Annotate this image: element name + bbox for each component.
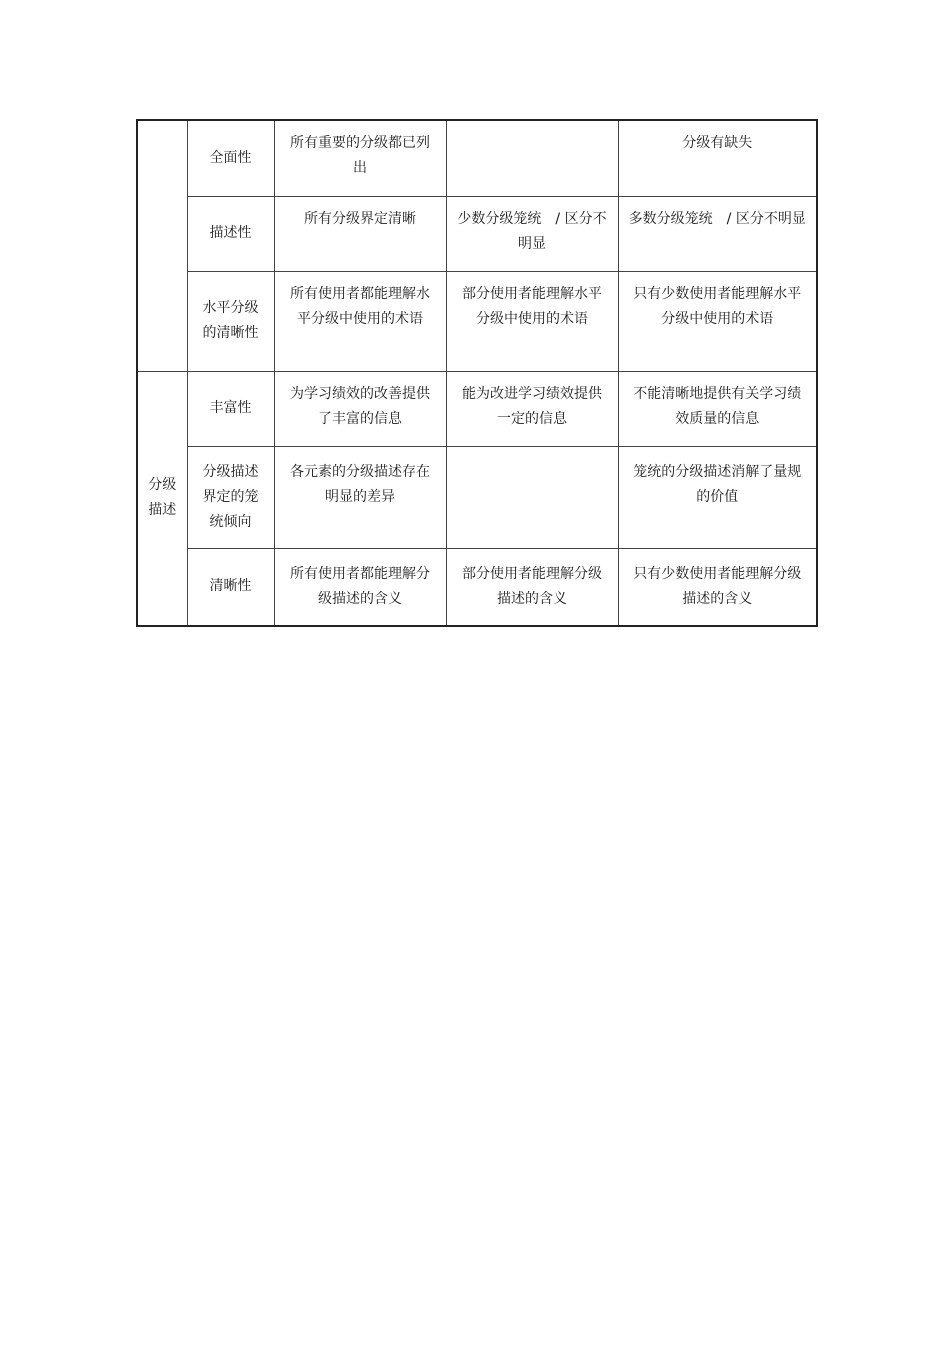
level-3-cell: 分级有缺失 — [618, 120, 817, 196]
level-2-cell: 能为改进学习绩效提供一定的信息 — [446, 371, 618, 446]
level-2-cell: 少数分级笼统 / 区分不明显 — [446, 196, 618, 271]
criterion-label: 全面性 — [187, 120, 274, 196]
level-3-cell: 笼统的分级描述消解了量规的价值 — [618, 446, 817, 548]
criterion-label: 水平分级的清晰性 — [187, 271, 274, 371]
table-row — [137, 548, 817, 626]
criterion-label: 描述性 — [187, 196, 274, 271]
table-row — [137, 196, 817, 271]
criterion-label: 分级描述界定的笼统倾向 — [187, 446, 274, 548]
criterion-label: 清晰性 — [187, 548, 274, 626]
level-2-cell — [446, 120, 618, 196]
criterion-label: 丰富性 — [187, 371, 274, 446]
level-2-cell: 部分使用者能理解水平分级中使用的术语 — [446, 271, 618, 371]
level-2-cell: 部分使用者能理解分级描述的含义 — [446, 548, 618, 626]
level-2-cell — [446, 446, 618, 548]
table-row — [137, 371, 817, 446]
level-1-cell: 所有重要的分级都已列出 — [274, 120, 446, 196]
level-1-cell: 各元素的分级描述存在明显的差异 — [274, 446, 446, 548]
level-3-cell: 多数分级笼统 / 区分不明显 — [618, 196, 817, 271]
level-1-cell: 为学习绩效的改善提供了丰富的信息 — [274, 371, 446, 446]
level-1-cell: 所有使用者都能理解分级描述的含义 — [274, 548, 446, 626]
table-row — [137, 446, 817, 548]
group-label-levels — [137, 120, 187, 371]
rubric-table — [136, 119, 818, 627]
level-3-cell: 只有少数使用者能理解分级描述的含义 — [618, 548, 817, 626]
table-row — [137, 271, 817, 371]
level-1-cell: 所有使用者都能理解水平分级中使用的术语 — [274, 271, 446, 371]
level-3-cell: 不能清晰地提供有关学习绩效质量的信息 — [618, 371, 817, 446]
table-row — [137, 120, 817, 196]
level-1-cell: 所有分级界定清晰 — [274, 196, 446, 271]
level-3-cell: 只有少数使用者能理解水平分级中使用的术语 — [618, 271, 817, 371]
group-label-descriptions: 分级描述 — [137, 371, 187, 626]
